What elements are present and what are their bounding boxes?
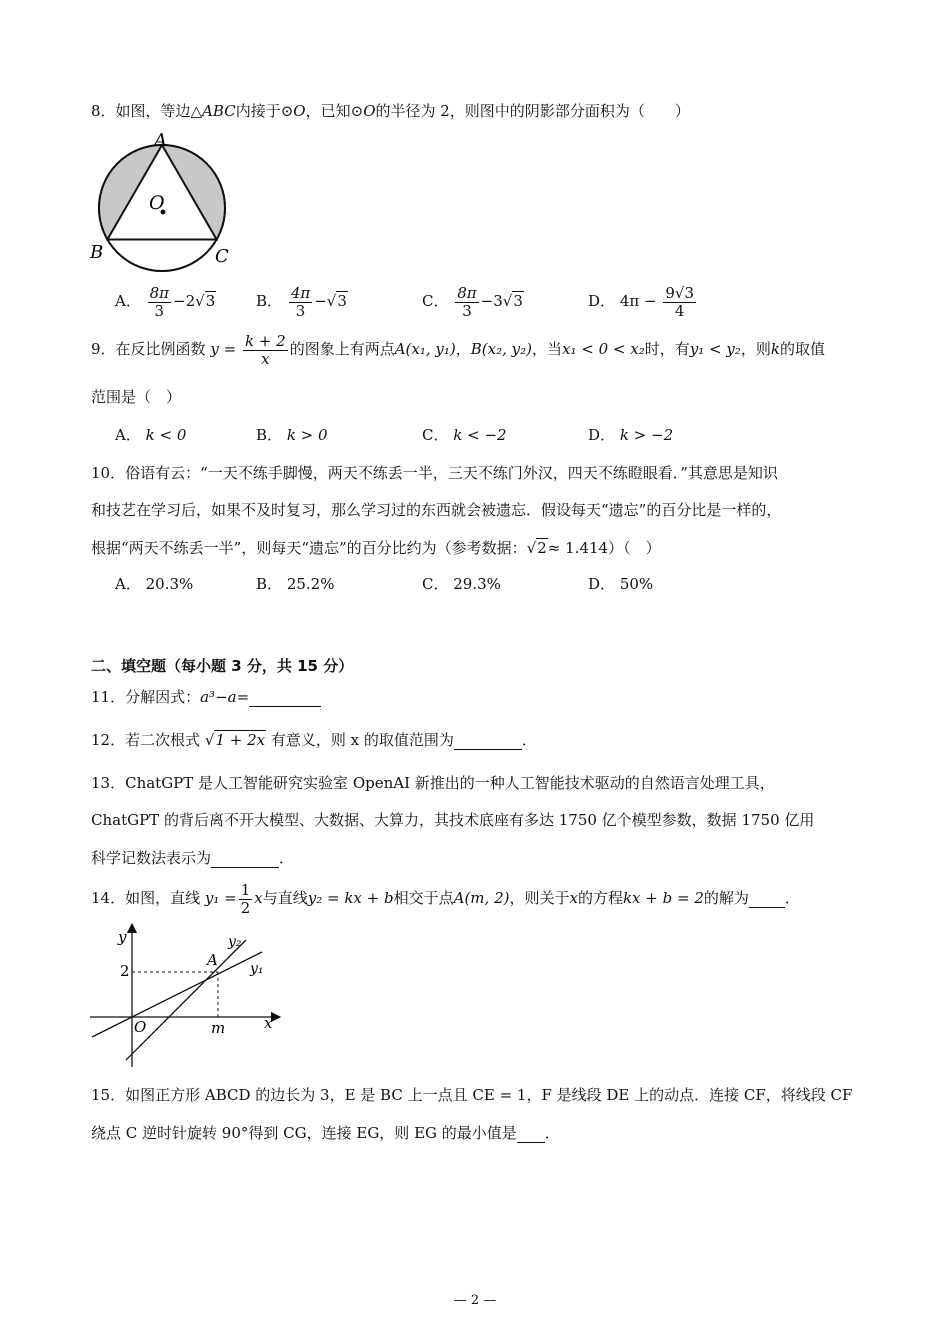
svg-text:2: 2 bbox=[120, 962, 130, 980]
svg-text:y₂: y₂ bbox=[228, 934, 242, 950]
q8-option-d[interactable]: D． 4π − $\frac{9√3}{4}$ bbox=[588, 284, 694, 320]
q9-option-d[interactable]: D． k > −2 bbox=[588, 426, 674, 444]
svg-text:x: x bbox=[264, 1014, 273, 1032]
q10-option-c[interactable]: C． 29.3% bbox=[422, 575, 501, 593]
q9-option-b[interactable]: B． k > 0 bbox=[256, 426, 328, 444]
q9-stem: 9．在反比例函数 y = $\frac{k + 2}{x}$ 的图象上有两点A(x₁, y₁)，B(x₂, y₂)，当x₁ < 0 < x₂时，有y₁ < y₂，则k的取值 bbox=[91, 332, 825, 368]
q9-stem-line2: 范围是（ ） bbox=[91, 388, 182, 406]
svg-text:m: m bbox=[211, 1019, 226, 1037]
q14-figure bbox=[88, 922, 288, 1072]
q10-option-a[interactable]: A． 20.3% bbox=[115, 575, 194, 593]
q14-answer-blank[interactable] bbox=[749, 889, 785, 908]
q8-stem: 8．如图，等边△ABC内接于⊙O，已知⊙O的半径为 2，则图中的阴影部分面积为（ ） bbox=[91, 102, 690, 120]
svg-text:y₁: y₁ bbox=[250, 961, 264, 977]
q8-option-c[interactable]: C． $\frac{8\pi}{3}$ −3√3 bbox=[422, 284, 523, 320]
page-number: — 2 — bbox=[453, 1293, 497, 1308]
q12-answer-blank[interactable] bbox=[454, 731, 522, 750]
q10-line1: 10．俗语有云：“一天不练手脚慢，两天不练丢一半，三天不练门外汉，四天不练瞪眼看．”其意思是知识 bbox=[91, 464, 778, 482]
q15-line1: 15．如图正方形 ABCD 的边长为 3，E 是 BC 上一点且 CE = 1，F 是线段 DE 上的动点．连接 CF，将线段 CF bbox=[91, 1086, 853, 1104]
q13-line1: 13．ChatGPT 是人工智能研究实验室 OpenAI 新推出的一种人工智能技术驱动的自然语言处理工具， bbox=[91, 774, 775, 792]
q14-stem: 14．如图，直线 y₁ = $\frac{1}{2}$ x与直线y₂ = kx + b相交于点A(m, 2)，则关于x的方程kx + b = 2的解为 ． bbox=[91, 881, 800, 917]
q13-line2: ChatGPT 的背后离不开大模型、大数据、大算力，其技术底座有多达 1750 亿个模型参数，数据 1750 亿用 bbox=[91, 811, 815, 829]
q10-option-b[interactable]: B． 25.2% bbox=[256, 575, 335, 593]
svg-text:y: y bbox=[118, 928, 127, 946]
q13-answer-blank[interactable] bbox=[211, 849, 279, 868]
svg-text:O: O bbox=[149, 192, 165, 214]
q15-answer-blank[interactable] bbox=[517, 1124, 545, 1143]
q8-option-a[interactable]: A． $\frac{8\pi}{3}$ −2√3 bbox=[115, 284, 216, 320]
line-y2 bbox=[126, 940, 246, 1060]
q10-line2: 和技艺在学习后，如果不及时复习，那么学习过的东西就会被遗忘．假设每天“遗忘”的百分比是一样的， bbox=[91, 501, 782, 519]
q13-line3: 科学记数法表示为 ． bbox=[91, 849, 295, 867]
svg-text:A: A bbox=[207, 951, 218, 969]
q10-line3: 根据“两天不练丢一半”，则每天“遗忘”的百分比约为（参考数据：√2≈ 1.414）（ ） bbox=[91, 539, 661, 557]
q11-answer-blank[interactable] bbox=[249, 688, 321, 707]
svg-text:C: C bbox=[215, 246, 229, 267]
section-title: 二、填空题（每小题 3 分，共 15 分） bbox=[91, 657, 354, 675]
q12: 12．若二次根式 √1 + 2x 有意义，则 x 的取值范围为 ． bbox=[91, 731, 537, 749]
svg-text:B: B bbox=[90, 242, 104, 263]
line-y1 bbox=[92, 952, 262, 1037]
q8-option-b[interactable]: B． $\frac{4\pi}{3}$ −√3 bbox=[256, 284, 347, 320]
q15-line2: 绕点 C 逆时针旋转 90°得到 CG，连接 EG，则 EG 的最小值是 ． bbox=[91, 1124, 560, 1142]
svg-text:O: O bbox=[134, 1018, 147, 1036]
svg-text:A: A bbox=[154, 130, 167, 151]
q9-option-c[interactable]: C． k < −2 bbox=[422, 426, 507, 444]
q9-option-a[interactable]: A． k < 0 bbox=[115, 426, 187, 444]
q10-option-d[interactable]: D． 50% bbox=[588, 575, 654, 593]
q8-figure bbox=[85, 128, 245, 278]
q11: 11．分解因式：a³−a= bbox=[91, 686, 321, 707]
